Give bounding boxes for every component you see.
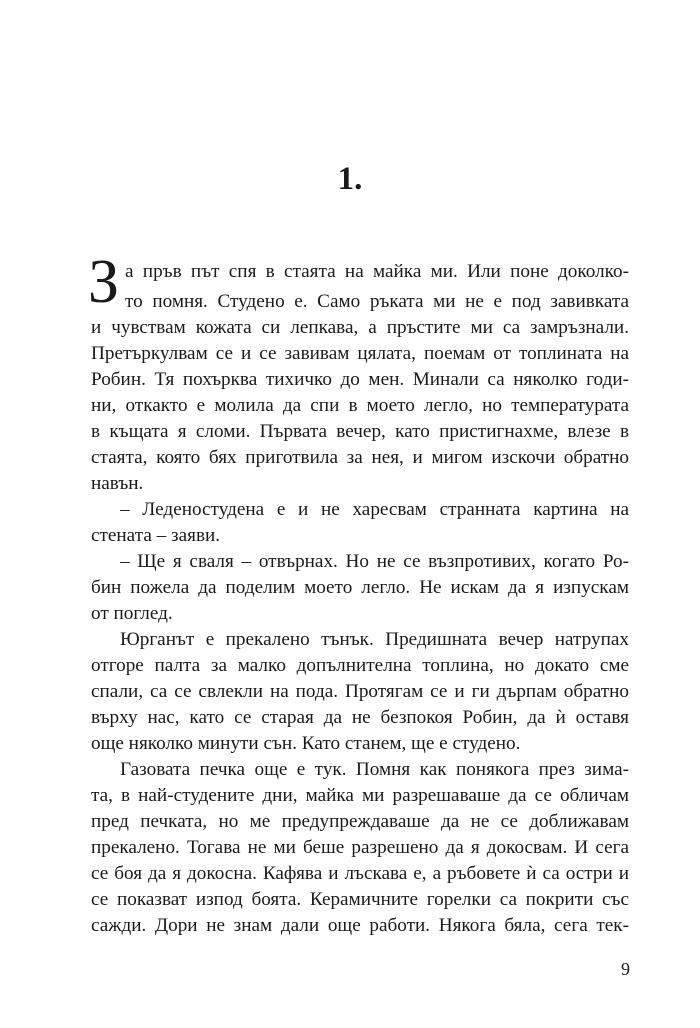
text-line: в къщата я сломи. Първата вечер, като пристигнахме, влезе в bbox=[91, 422, 629, 442]
text-line: пред печката, но ме предупреждаваше да не се доближавам bbox=[91, 812, 629, 832]
text-line: ни, откакто е молила да спи в моето легло, но температурата bbox=[91, 396, 629, 416]
text-line: отгоре палта за малко допълнителна топлина, но докато сме bbox=[91, 656, 629, 676]
text-line: прекалено. Тогава не ми беше разрешено да я докосвам. И сега bbox=[91, 838, 629, 858]
text-line: та, в най-студените дни, майка ми разрешаваше да се обличам bbox=[91, 786, 629, 806]
text-line: навън. bbox=[91, 474, 144, 494]
text-line: стаята, която бях приготвила за нея, и мигом изскочи обратно bbox=[91, 448, 629, 468]
text-line: се показват изпод боята. Керамичните горелки са покрити със bbox=[91, 890, 629, 910]
text-line: стената – заяви. bbox=[91, 526, 221, 546]
chapter-number: 1. bbox=[337, 161, 363, 197]
text-line: Юрганът е прекалено тънък. Предишната вечер натрупах bbox=[120, 630, 629, 650]
text-line: спали, са се свлекли на пода. Протягам се и ги дърпам обратно bbox=[91, 682, 629, 702]
text-line: – Леденостудена е и не харесвам странната картина на bbox=[120, 500, 629, 520]
text-line: Робин. Тя похърква тихичко до мен. Минали са няколко годи- bbox=[91, 370, 629, 390]
text-line: бин пожела да поделим моето легло. Не искам да я изпускам bbox=[91, 578, 629, 598]
text-line: Претъркулвам се и се завивам цялата, поемам от топлината на bbox=[91, 344, 629, 364]
text-line: върху нас, като се старая да не безпокоя Робин, да ѝ оставя bbox=[91, 708, 629, 728]
text-line: от поглед. bbox=[91, 604, 173, 624]
page-number: 9 bbox=[621, 959, 630, 979]
text-line: то помня. Студено е. Само ръката ми не е под завивката bbox=[125, 292, 629, 312]
text-line: Газовата печка още е тук. Помня как понякога през зима- bbox=[120, 760, 629, 780]
text-line: и чувствам кожата си лепкава, а пръстите ми са замръзнали. bbox=[91, 318, 629, 338]
text-line: се боя да я докосна. Кафява и лъскава е, а ръбовете ѝ са остри и bbox=[91, 864, 629, 884]
text-line: сажди. Дори не знам дали още работи. Някога бяла, сега тек- bbox=[91, 916, 629, 936]
text-line: още няколко минути сън. Като станем, ще е студено. bbox=[91, 734, 521, 754]
text-line: а пръв път спя в стаята на майка ми. Или поне доколко- bbox=[125, 262, 629, 282]
text-line: – Ще я сваля – отвърнах. Но не се възпротивих, когато Ро- bbox=[120, 552, 629, 572]
drop-cap: З bbox=[88, 248, 120, 316]
